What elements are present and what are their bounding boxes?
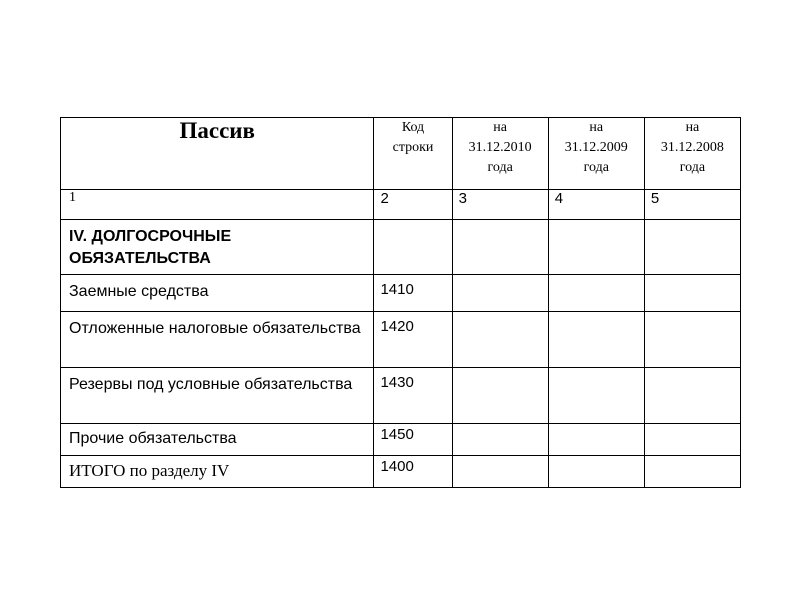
row-code: 1450 [380,426,414,443]
value-cell [452,220,548,275]
value-cell [548,424,644,456]
table-row [61,424,741,456]
table-row [61,368,741,424]
row-label: Заемные средства [69,283,209,300]
row-code [374,220,451,226]
header-code-cell: Код строки [374,118,452,190]
header-title-cell [61,118,374,190]
row-label: IV. ДОЛГОСРОЧНЫЕ ОБЯЗАТЕЛЬСТВА [69,228,232,267]
value-cell [548,312,644,368]
value-cell [644,312,740,368]
row-label: Резервы под условные обязательства [69,376,353,393]
row-label: Прочие обязательства [69,430,237,447]
column-number: 5 [644,190,740,220]
row-code: 1410 [380,281,414,298]
value-cell [644,220,740,275]
value-cell [644,424,740,456]
balance-sheet-table [60,117,741,488]
value-cell [452,275,548,312]
column-number: 1 [61,190,374,220]
table-row-section-iv [61,220,741,275]
value-cell [452,368,548,424]
value-cell [548,275,644,312]
row-code: 1420 [380,318,414,335]
row-code: 1430 [380,374,414,391]
value-cell [644,368,740,424]
row-label: ИТОГО по разделу IV [69,461,230,480]
value-cell [644,275,740,312]
table-title: Пассив [179,118,255,143]
column-number: 4 [548,190,644,220]
table-row [61,275,741,312]
value-cell [548,220,644,275]
header-date-2010: на 31.12.2010 года [452,118,548,190]
value-cell [452,456,548,488]
column-number: 2 [374,190,452,220]
header-date-2009: на 31.12.2009 года [548,118,644,190]
table-row [61,312,741,368]
value-cell [452,312,548,368]
column-number: 3 [452,190,548,220]
header-row [61,118,741,190]
row-code: 1400 [380,458,414,475]
value-cell [548,368,644,424]
table-row-total [61,456,741,488]
header-date-2008: на 31.12.2008 года [644,118,740,190]
value-cell [452,424,548,456]
row-label: Отложенные налоговые обязательства [69,320,361,337]
value-cell [548,456,644,488]
value-cell [644,456,740,488]
column-number-row [61,190,741,220]
